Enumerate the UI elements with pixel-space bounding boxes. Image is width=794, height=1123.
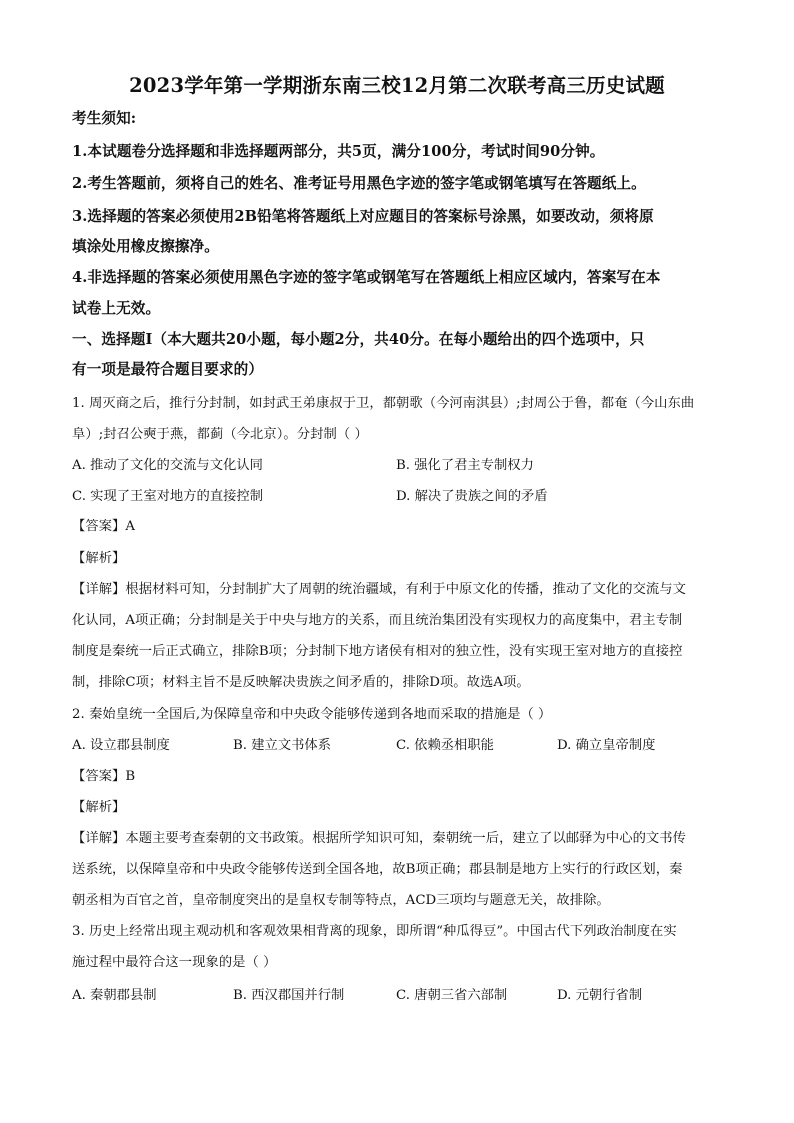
q1-answer: 【答案】A <box>72 519 136 534</box>
q3-option-b: B. 西汉郡国并行制 <box>233 988 345 1003</box>
q3-option-d: D. 元朝行省制 <box>557 988 643 1003</box>
q2-option-d: D. 确立皇帝制度 <box>557 738 656 753</box>
q2-analysis-label: 【解析】 <box>72 800 126 815</box>
notice-item-3: 3.选择题的答案必须使用2B铅笔将答题纸上对应题目的答案标号涂黑，如要改动，须将原 <box>72 208 654 225</box>
q1-option-d: D. 解决了贵族之间的矛盾 <box>396 489 548 504</box>
q1-detail-line-4: 制，排除C项；材料主旨不是反映解决贵族之间矛盾的，排除D项。故选A项。 <box>72 675 530 690</box>
q2-stem: 2. 秦始皇统一全国后,为保障皇帝和中央政令能够传递到各地而采取的措施是（ ） <box>72 707 552 722</box>
q1-stem-line-2: 阜）;封召公奭于燕，都蓟（今北京）。分封制（ ） <box>72 427 368 442</box>
q1-detail-line-3: 制度是秦统一后正式确立，排除B项；分封制下地方诸侯有相对的独立性，没有实现王室对地方的直接控 <box>72 644 683 659</box>
q2-detail-line-1: 【详解】本题主要考查秦朝的文书政策。根据所学知识可知，秦朝统一后，建立了以邮驿为中心的文书传 <box>72 831 686 846</box>
q2-option-c: C. 依赖丞相职能 <box>396 738 494 753</box>
notice-heading: 考生须知: <box>72 110 137 127</box>
q1-option-b: B. 强化了君主专制权力 <box>396 458 534 473</box>
q2-detail-line-3: 朝丞相为百官之首，皇帝制度突出的是皇权专制等特点，ACD三项均与题意无关，故排除。 <box>72 893 610 908</box>
q1-option-c: C. 实现了王室对地方的直接控制 <box>72 489 264 504</box>
q3-option-a: A. 秦朝郡县制 <box>72 988 157 1003</box>
q2-option-a: A. 设立郡县制度 <box>72 738 170 753</box>
notice-item-4-cont: 试卷上无效。 <box>72 300 161 317</box>
notice-item-1: 1.本试题卷分选择题和非选择题两部分，共5页，满分100分，考试时间90分钟。 <box>72 143 605 160</box>
q3-stem-line-1: 3. 历史上经常出现主观动机和客观效果相背离的现象，即所谓“种瓜得豆”。中国古代下列政治制度在实 <box>72 924 677 939</box>
page-title: 2023学年第一学期浙东南三校12月第二次联考高三历史试题 <box>129 74 665 97</box>
notice-item-4: 4.非选择题的答案必须使用黑色字迹的签字笔或钢笔写在答题纸上相应区域内，答案写在本 <box>72 269 661 286</box>
q3-option-c: C. 唐朝三省六部制 <box>396 988 508 1003</box>
q3-stem-line-2: 施过程中最符合这一现象的是（ ） <box>72 955 277 970</box>
q1-detail-line-2: 化认同，A项正确；分封制是关于中央与地方的关系，而且统治集团没有实现权力的高度集中，君主专制 <box>72 613 683 628</box>
q1-option-a: A. 推动了文化的交流与文化认同 <box>72 458 263 473</box>
q1-stem-line-1: 1. 周灭商之后，推行分封制，如封武王弟康叔于卫，都朝歌（今河南淇县）;封周公于鲁，都奄（今山东曲 <box>72 396 695 411</box>
section-heading-line-1: 一、选择题Ⅰ（本大题共20小题，每小题2分，共40分。在每小题给出的四个选项中，只 <box>72 331 645 348</box>
q2-answer: 【答案】B <box>72 769 136 784</box>
q1-analysis-label: 【解析】 <box>72 551 126 566</box>
section-heading-line-2: 有一项是最符合题目要求的） <box>72 361 264 378</box>
q2-option-b: B. 建立文书体系 <box>233 738 332 753</box>
q1-detail-line-1: 【详解】根据材料可知，分封制扩大了周朝的统治疆域，有利于中原文化的传播，推动了文化的交流与文 <box>72 582 686 597</box>
notice-item-2: 2.考生答题前，须将自己的姓名、准考证号用黑色字迹的签字笔或钢笔填写在答题纸上。 <box>72 175 646 192</box>
notice-item-3-cont: 填涂处用橡皮擦擦净。 <box>72 238 219 255</box>
q2-detail-line-2: 送系统，以保障皇帝和中央政令能够传送到全国各地，故B项正确；郡县制是地方上实行的行政区划，秦 <box>72 862 683 877</box>
